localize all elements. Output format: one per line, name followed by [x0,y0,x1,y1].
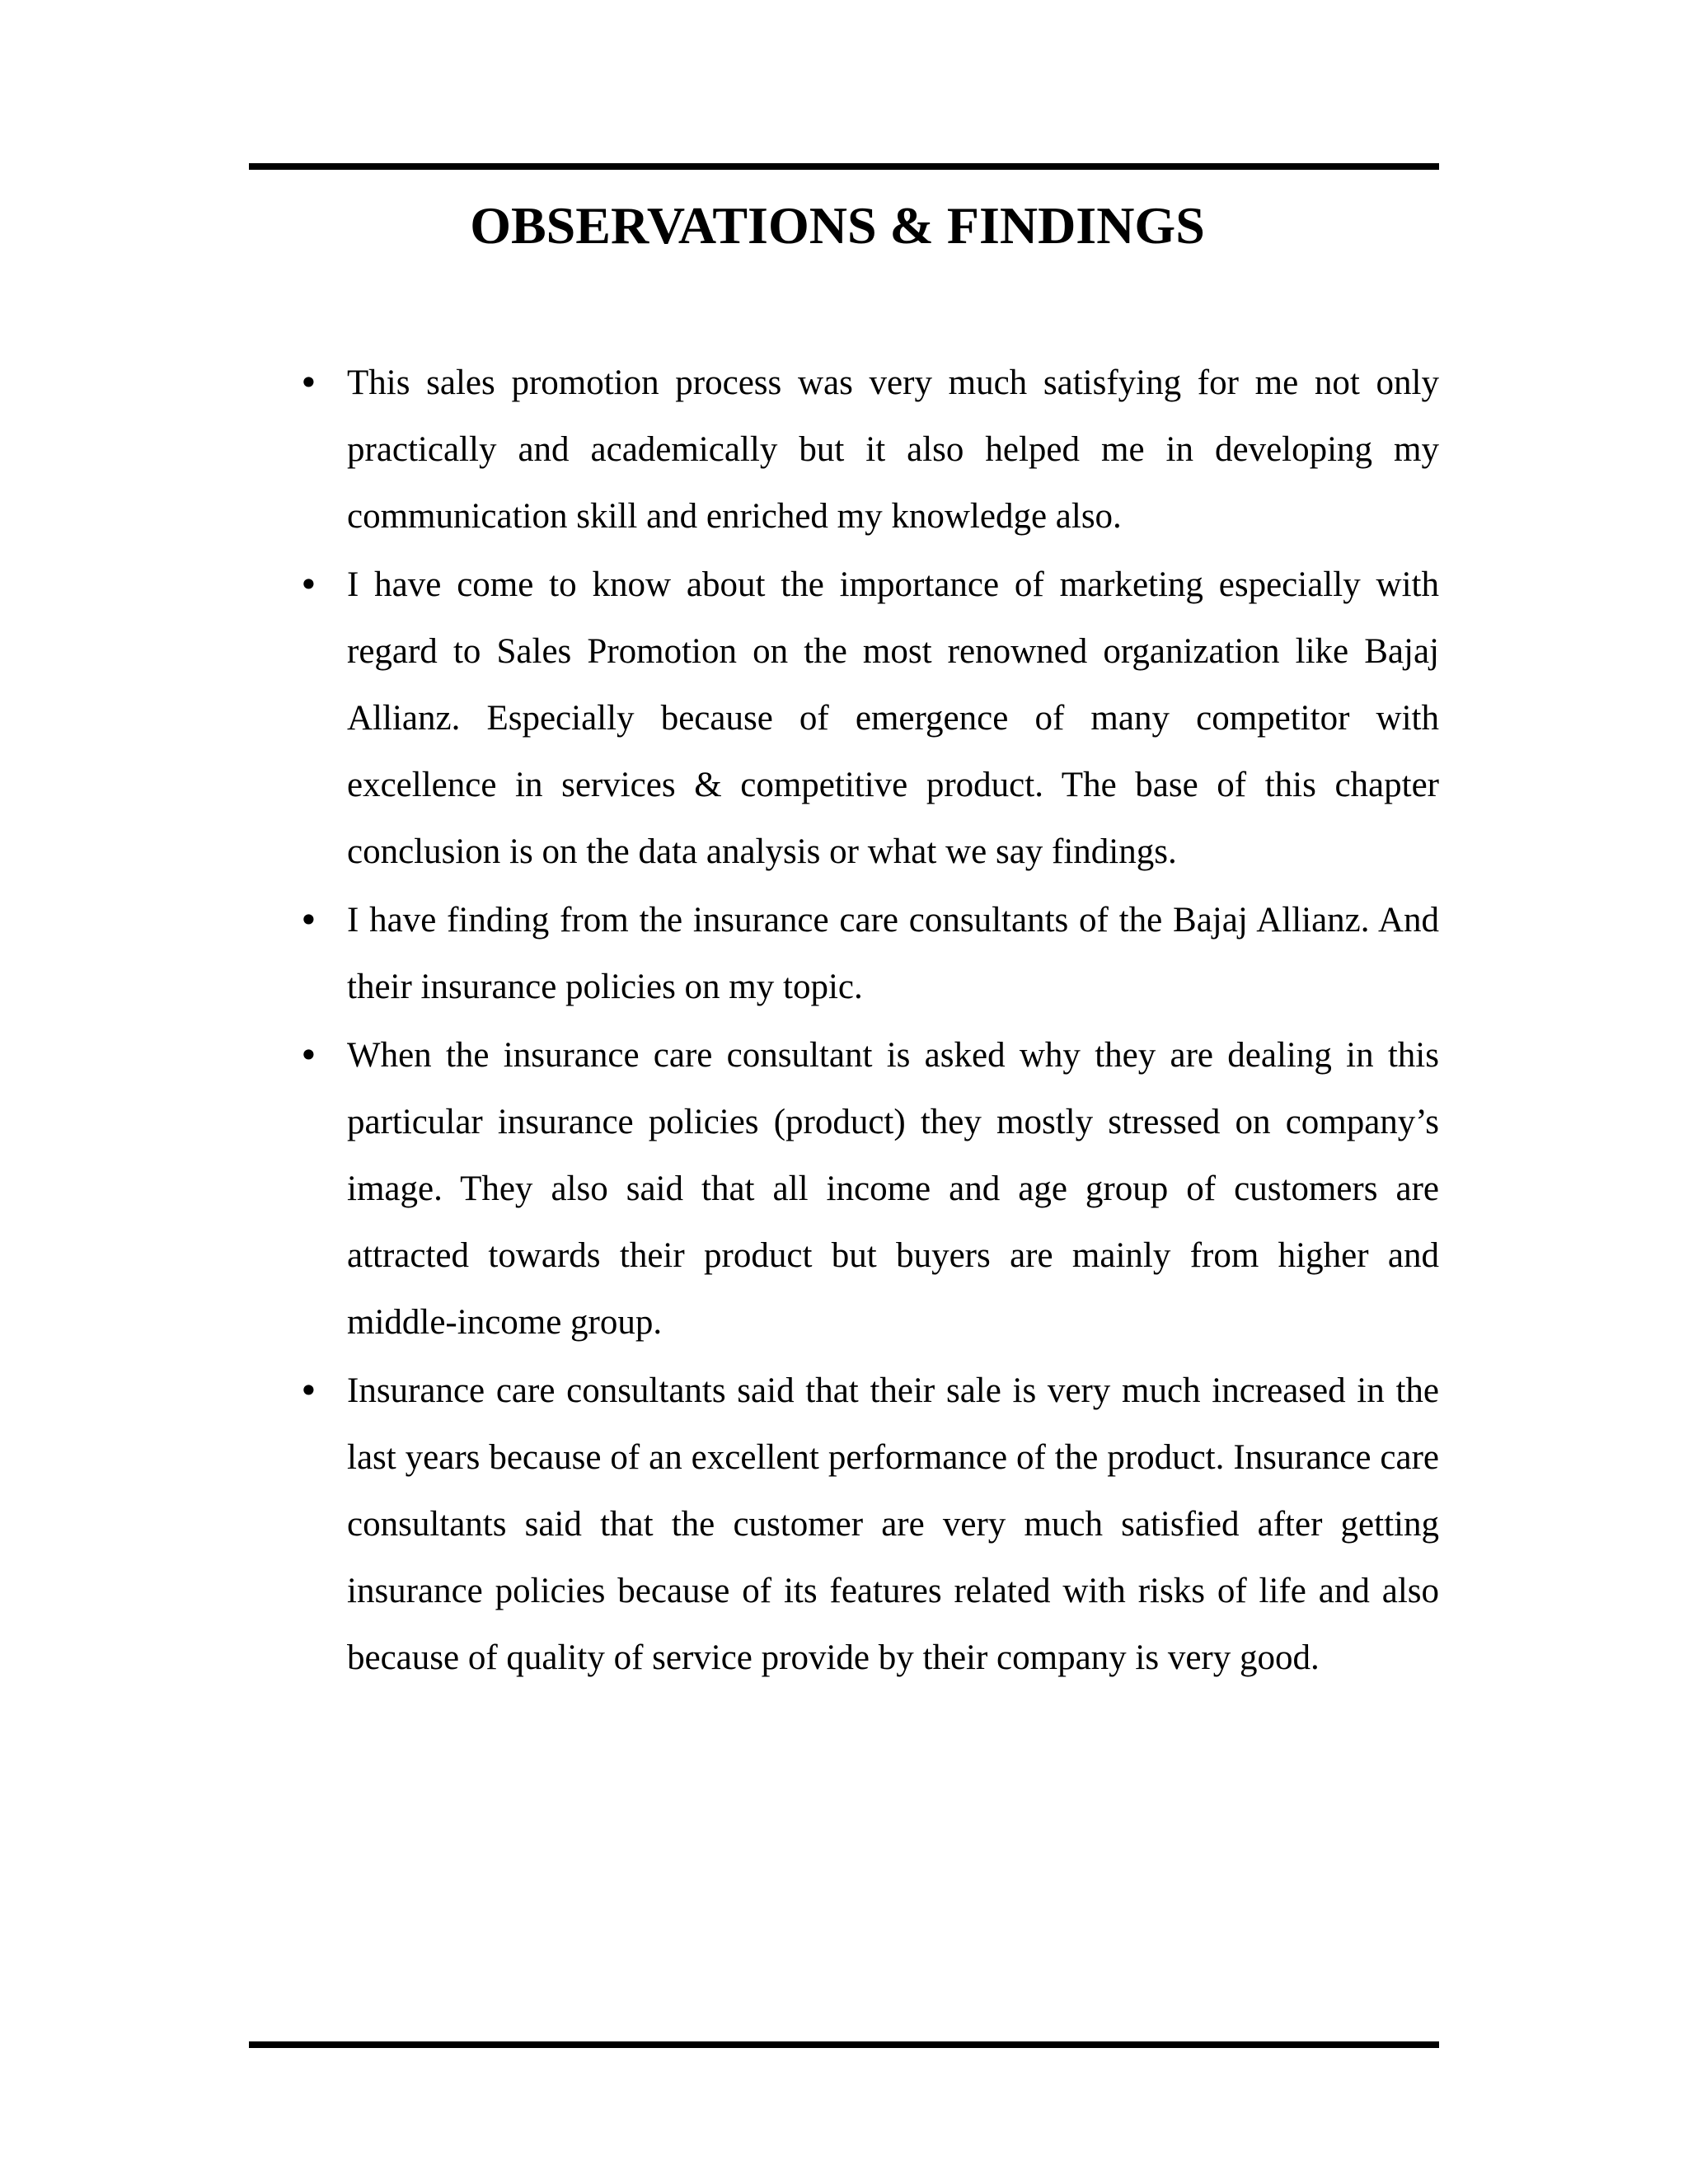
top-divider [249,163,1439,170]
list-item [0,349,1439,550]
bullet-icon: • [298,363,319,403]
bullet-icon: • [298,1371,319,1411]
bullet-icon: • [298,565,319,605]
finding-text: Insurance care consultants said that their sale is very much increased in the last years because of an excellent performance of the product. Insurance care consultants said that the customer are very much satisfied after getting insurance policies because of its features related with risks of life and also because of quality of service provide by their company is very good. [347,1371,1439,1677]
finding-text: When the insurance care consultant is asked why they are dealing in this particular insurance policies (product) they mostly stressed on company’s image. They also said that all income and age group of customers are attracted towards their product but buyers are mainly from higher and middle-income group. [347,1036,1439,1342]
list-item [0,1357,1439,1691]
finding-text: I have finding from the insurance care consultants of the Bajaj Allianz. And their insurance policies on my topic. [347,901,1439,1006]
bullet-icon: • [298,900,319,940]
list-item [0,1022,1439,1356]
finding-text: I have come to know about the importance of marketing especially with regard to Sales Promotion on the most renowned organization like Bajaj Allianz. Especially because of emergence of many competitor with excellence in services & competitive product. The base of this chapter conclusion is on the data analysis or what we say findings. [347,565,1439,871]
bullet-icon: • [298,1035,319,1076]
page-title: OBSERVATIONS & FINDINGS [470,196,1205,255]
bottom-divider [249,2041,1439,2048]
list-item [0,551,1439,885]
finding-text: This sales promotion process was very much satisfying for me not only practically and academically but it also helped me in developing my communication skill and enriched my knowledge also. [347,363,1439,536]
findings-list [0,349,1439,1693]
list-item [0,887,1439,1020]
